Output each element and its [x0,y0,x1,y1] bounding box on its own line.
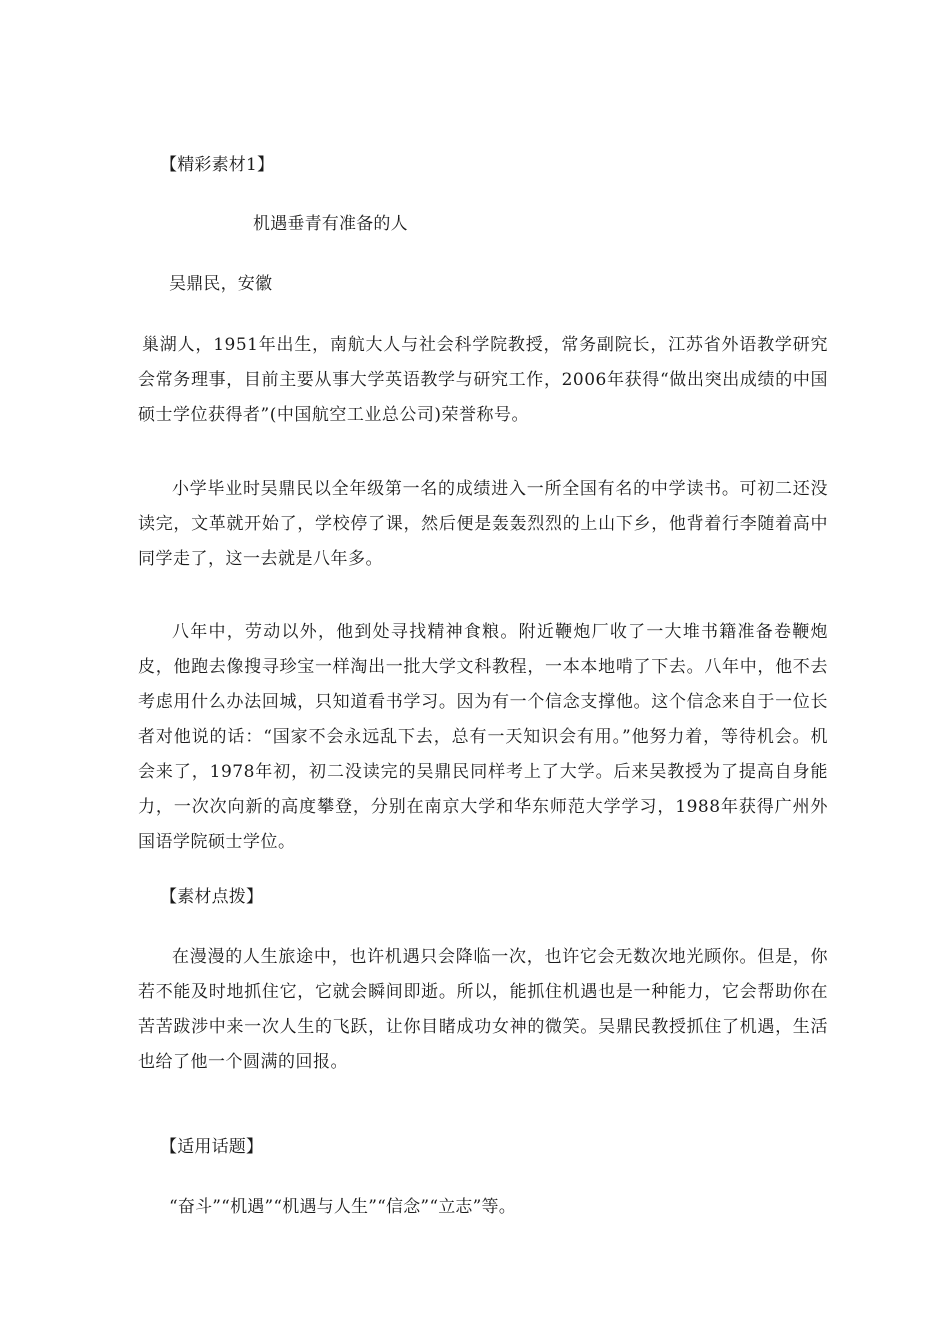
section-tag-analysis: 【素材点拨】 [160,887,264,907]
paragraph-school: 小学毕业时吴鼎民以全年级第一名的成绩进入一所全国有名的中学读书。可初二还没读完，文革就开始了，学校停了课，然后便是轰轰烈烈的上山下乡，他背着行李随着高中同学走了，这一去就是八年多。 [138,479,828,569]
article-title: 机遇垂青有准备的人 [253,214,408,234]
section-tag-material: 【精彩素材1】 [160,155,275,175]
paragraph-bio: 巢湖人，1951年出生，南航大人与社会科学院教授，常务副院长，江苏省外语教学研究会常务理事，目前主要从事大学英语教学与研究工作，2006年获得“做出突出成绩的中国硕士学位获得者”(中国航空工业总公司)荣誉称号。 [138,335,828,425]
paragraph-eight-years: 八年中，劳动以外，他到处寻找精神食粮。附近鞭炮厂收了一大堆书籍准备卷鞭炮皮，他跑去像搜寻珍宝一样淘出一批大学文科教程，一本本地啃了下去。八年中，他不去考虑用什么办法回城，只知道看书学习。因为有一个信念支撑他。这个信念来自于一位长者对他说的话：“国家不会永远乱下去，总有一天知识会有用。”他努力着，等待机会。机会来了，1978年初，初二没读完的吴鼎民同样考上了大学。后来吴教授为了提高自身能力，一次次向新的高度攀登，分别在南京大学和华东师范大学学习，1988年获得广州外国语学院硕士学位。 [138,622,828,852]
intro-line: 吴鼎民，安徽 [169,274,273,294]
paragraph-analysis: 在漫漫的人生旅途中，也许机遇只会降临一次，也许它会无数次地光顾你。但是，你若不能及时地抓住它，它就会瞬间即逝。所以，能抓住机遇也是一种能力，它会帮助你在苦苦跋涉中来一次人生的飞跃，让你目睹成功女神的微笑。吴鼎民教授抓住了机遇，生活也给了他一个圆满的回报。 [138,947,828,1072]
section-tag-topics: 【适用话题】 [160,1137,264,1157]
topics-line: “奋斗”“机遇”“机遇与人生”“信念”“立志”等。 [169,1197,516,1217]
